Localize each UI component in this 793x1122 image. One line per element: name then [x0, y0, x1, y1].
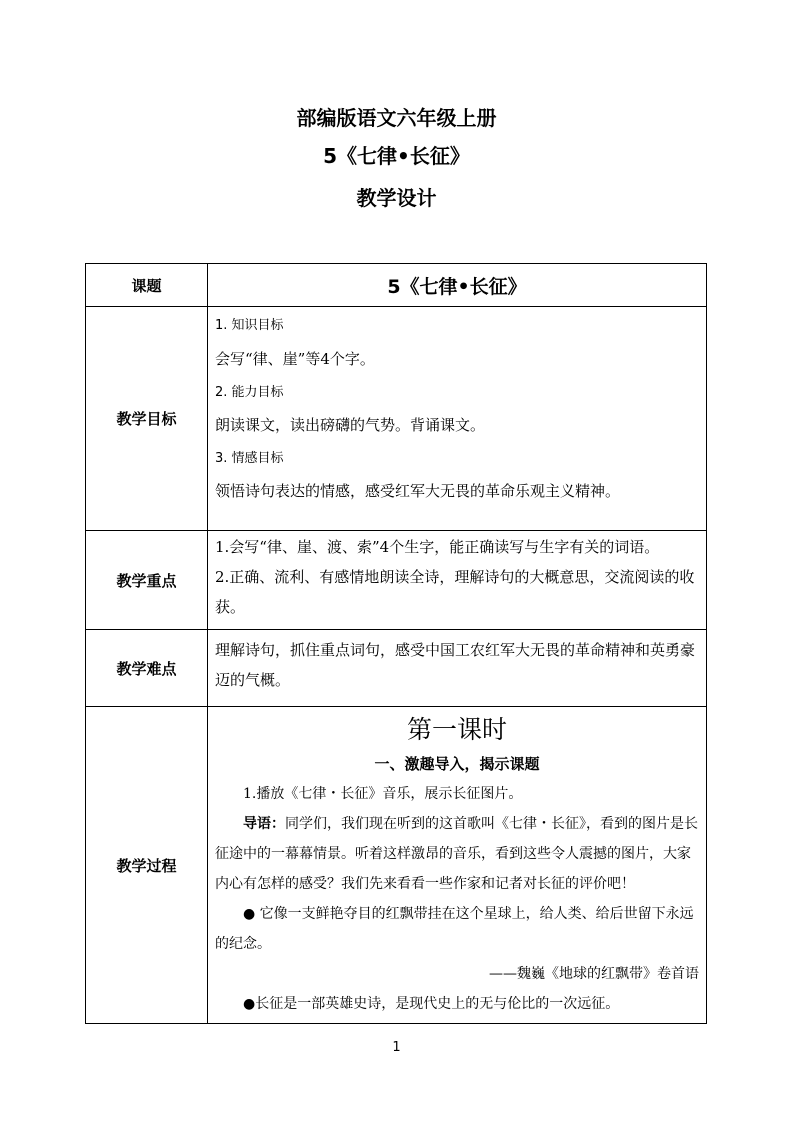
difficult-points-content [208, 630, 706, 706]
table-row-goals [86, 307, 706, 531]
goal-text: 朗读课文，读出磅礴的气势。背诵课文。 [215, 416, 486, 434]
lead-label: 导语： [243, 816, 285, 832]
lesson-plan-table [85, 263, 707, 1024]
goal-heading: 1. 知识目标 [215, 318, 284, 333]
table-row-difficult-points [86, 630, 706, 707]
key-point-item: 2.正确、流利、有感情地朗读全诗，理解诗句的大概意思，交流阅读的收获。 [215, 568, 695, 616]
lead-paragraph [215, 809, 699, 899]
lesson-heading: 第一课时 [406, 715, 507, 744]
key-point-item: 1.会写“律、崖、渡、索”4个生字，能正确读写与生字有关的词语。 [215, 538, 660, 556]
row-label-process: 教学过程 [86, 707, 208, 1023]
step-text: 1.播放《七律・长征》音乐，展示长征图片。 [243, 786, 523, 802]
table-row-topic [86, 264, 706, 307]
quote-text: ●长征是一部英雄史诗，是现代史上的无与伦比的一次远征。 [243, 996, 620, 1012]
goal-text: 领悟诗句表达的情感，感受红军大无畏的革命乐观主义精神。 [215, 482, 621, 500]
key-points-content [208, 531, 706, 629]
lead-text: 同学们，我们现在听到的这首歌叫《七律・长征》，看到的图片是长征途中的一幕幕情景。听着这样激昂的音乐，看到这些令人震撼的图片，大家内心有怎样的感受？我们先来看看一些作家和记者对长征的评价吧！ [215, 816, 698, 892]
quote-text: ● 它像一支鲜艳夺目的红飘带挂在这个星球上，给人类、给后世留下永远的纪念。 [215, 906, 694, 952]
section-heading: 一、激趣导入，揭示课题 [374, 755, 540, 773]
goal-heading: 3. 情感目标 [215, 451, 284, 466]
difficult-point-text: 理解诗句，抓住重点词句，感受中国工农红军大无畏的革命精神和英勇豪迈的气概。 [215, 641, 696, 689]
row-label-key-points: 教学重点 [86, 531, 208, 629]
lesson-name: 5《七律•长征》 [323, 144, 470, 168]
row-label-difficult-points: 教学难点 [86, 630, 208, 706]
goal-text: 会写“律、崖”等4个字。 [215, 350, 375, 368]
goals-content [208, 307, 706, 530]
goal-heading: 2. 能力目标 [215, 385, 284, 400]
row-label-goals: 教学目标 [86, 307, 208, 530]
topic-content: 5《七律•长征》 [387, 275, 527, 298]
document-title: 部编版语文六年级上册 [296, 106, 497, 130]
document-subtitle: 教学设计 [356, 186, 437, 210]
process-content [208, 707, 706, 1023]
document-title-block [0, 100, 793, 216]
table-row-key-points [86, 531, 706, 630]
row-label-topic: 课题 [86, 264, 208, 306]
table-row-process [86, 707, 706, 1023]
page-number: 1 [392, 1040, 401, 1055]
quote-source: ——魏巍《地球的红飘带》卷首语 [489, 966, 699, 982]
